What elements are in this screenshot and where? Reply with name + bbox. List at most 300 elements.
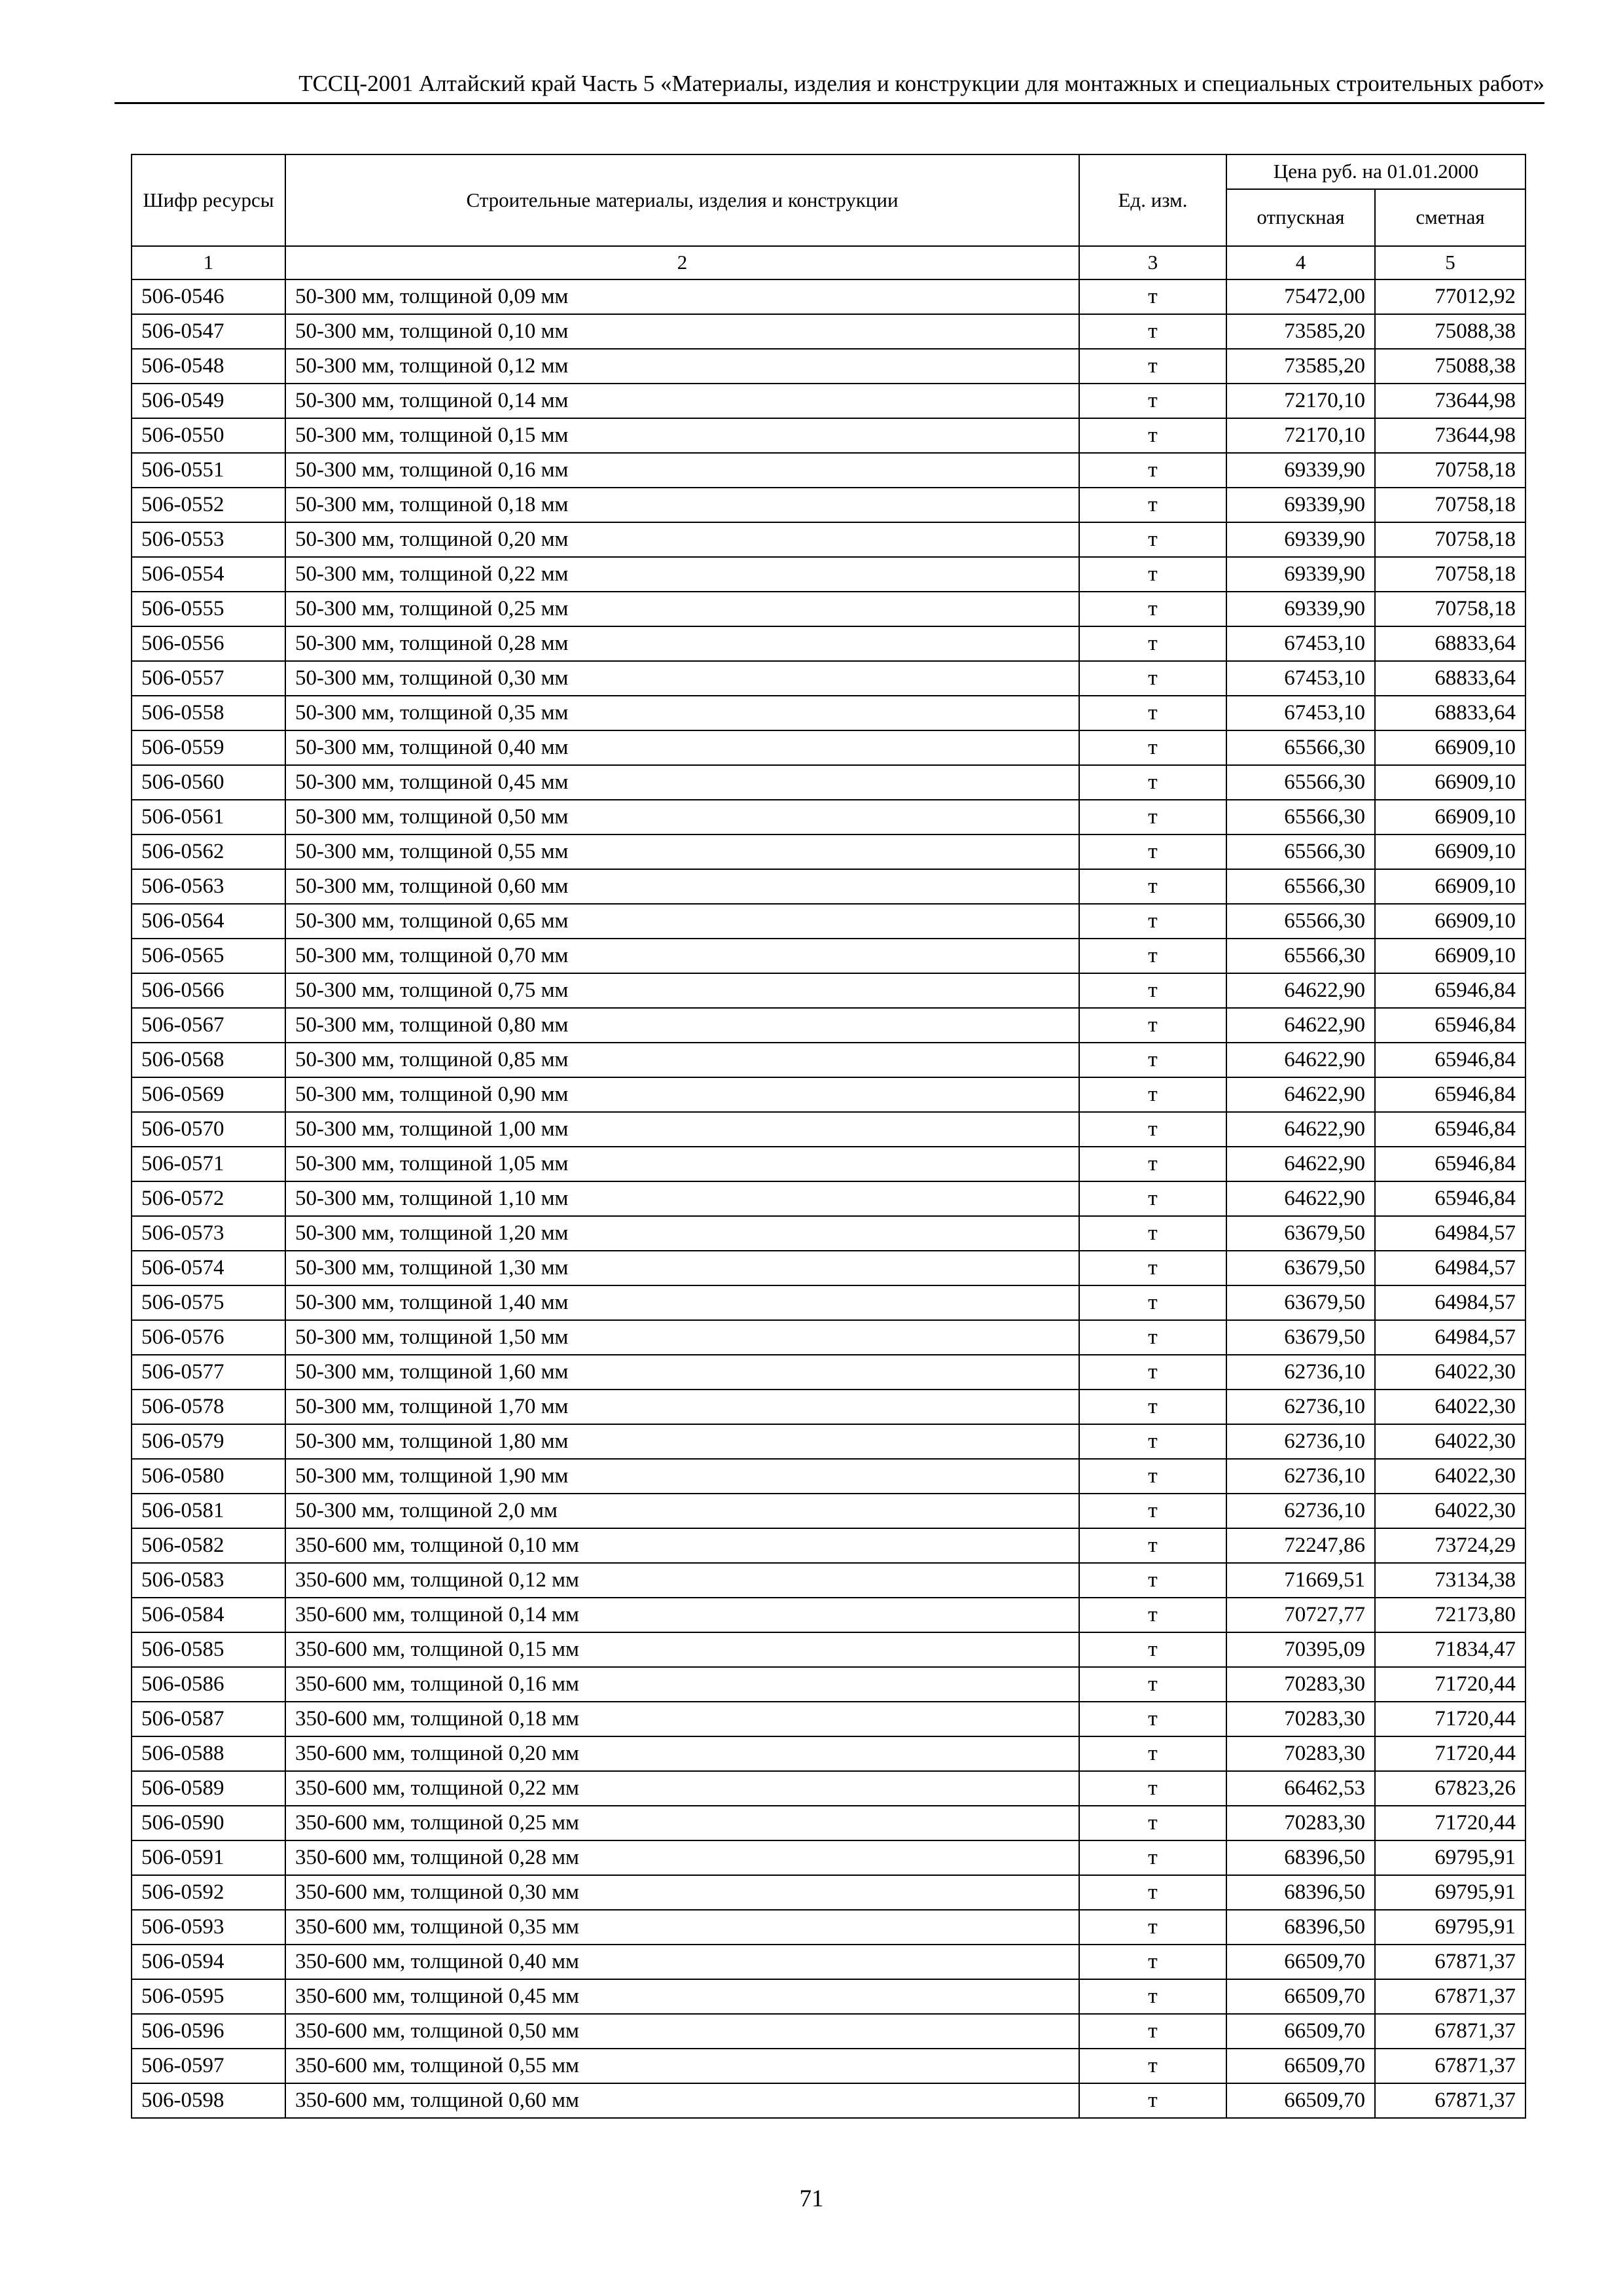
table-row [132, 384, 1525, 418]
cell-name: 50-300 мм, толщиной 0,75 мм [285, 973, 1079, 1008]
cell-name: 50-300 мм, толщиной 0,20 мм [285, 522, 1079, 557]
cell-name: 50-300 мм, толщиной 0,70 мм [285, 939, 1079, 973]
cell-estimate-price: 71720,44 [1375, 1702, 1525, 1736]
cell-name: 50-300 мм, толщиной 0,28 мм [285, 626, 1079, 661]
cell-release-price: 66509,70 [1226, 1945, 1375, 1979]
cell-release-price: 66509,70 [1226, 1979, 1375, 2014]
cell-code: 506-0573 [132, 1216, 285, 1251]
cell-estimate-price: 64984,57 [1375, 1251, 1525, 1285]
cell-estimate-price: 66909,10 [1375, 800, 1525, 834]
cell-release-price: 73585,20 [1226, 314, 1375, 349]
cell-release-price: 64622,90 [1226, 1077, 1375, 1112]
cell-name: 350-600 мм, толщиной 0,35 мм [285, 1910, 1079, 1945]
cell-estimate-price: 67871,37 [1375, 2014, 1525, 2049]
cell-estimate-price: 73724,29 [1375, 1528, 1525, 1563]
cell-estimate-price: 67823,26 [1375, 1771, 1525, 1806]
cell-unit: т [1079, 1667, 1226, 1702]
cell-code: 506-0557 [132, 661, 285, 696]
cell-name: 350-600 мм, толщиной 0,40 мм [285, 1945, 1079, 1979]
table-row [132, 1494, 1525, 1528]
header-unit: Ед. изм. [1079, 154, 1226, 246]
cell-name: 50-300 мм, толщиной 1,70 мм [285, 1390, 1079, 1424]
cell-name: 50-300 мм, толщиной 1,50 мм [285, 1320, 1079, 1355]
cell-code: 506-0561 [132, 800, 285, 834]
cell-unit: т [1079, 1702, 1226, 1736]
cell-name: 50-300 мм, толщиной 0,09 мм [285, 279, 1079, 314]
cell-release-price: 62736,10 [1226, 1424, 1375, 1459]
cell-release-price: 73585,20 [1226, 349, 1375, 384]
cell-unit: т [1079, 1771, 1226, 1806]
header-name: Строительные материалы, изделия и конструкции [285, 154, 1079, 246]
column-number: 4 [1226, 246, 1375, 279]
table-row [132, 1112, 1525, 1147]
cell-code: 506-0565 [132, 939, 285, 973]
cell-estimate-price: 66909,10 [1375, 939, 1525, 973]
cell-unit: т [1079, 418, 1226, 453]
cell-release-price: 63679,50 [1226, 1216, 1375, 1251]
cell-release-price: 67453,10 [1226, 661, 1375, 696]
cell-release-price: 70395,09 [1226, 1632, 1375, 1667]
cell-name: 50-300 мм, толщиной 0,50 мм [285, 800, 1079, 834]
table-body [132, 279, 1525, 2118]
cell-code: 506-0568 [132, 1043, 285, 1077]
cell-unit: т [1079, 904, 1226, 939]
cell-release-price: 64622,90 [1226, 1112, 1375, 1147]
cell-code: 506-0559 [132, 730, 285, 765]
cell-release-price: 65566,30 [1226, 939, 1375, 973]
cell-name: 50-300 мм, толщиной 0,12 мм [285, 349, 1079, 384]
cell-code: 506-0588 [132, 1736, 285, 1771]
column-number: 5 [1375, 246, 1525, 279]
cell-code: 506-0591 [132, 1840, 285, 1875]
cell-unit: т [1079, 592, 1226, 626]
table-row [132, 1840, 1525, 1875]
cell-code: 506-0582 [132, 1528, 285, 1563]
table-row [132, 696, 1525, 730]
cell-name: 50-300 мм, толщиной 0,22 мм [285, 557, 1079, 592]
table-row [132, 869, 1525, 904]
cell-release-price: 63679,50 [1226, 1251, 1375, 1285]
cell-unit: т [1079, 2014, 1226, 2049]
cell-unit: т [1079, 800, 1226, 834]
cell-name: 50-300 мм, толщиной 1,00 мм [285, 1112, 1079, 1147]
cell-estimate-price: 66909,10 [1375, 869, 1525, 904]
table-row [132, 661, 1525, 696]
cell-unit: т [1079, 453, 1226, 488]
table-row [132, 1147, 1525, 1181]
cell-code: 506-0570 [132, 1112, 285, 1147]
cell-release-price: 67453,10 [1226, 626, 1375, 661]
cell-code: 506-0550 [132, 418, 285, 453]
cell-estimate-price: 64984,57 [1375, 1216, 1525, 1251]
cell-release-price: 65566,30 [1226, 730, 1375, 765]
cell-estimate-price: 65946,84 [1375, 1181, 1525, 1216]
cell-estimate-price: 66909,10 [1375, 765, 1525, 800]
table-row [132, 1667, 1525, 1702]
cell-release-price: 65566,30 [1226, 834, 1375, 869]
cell-name: 350-600 мм, толщиной 0,22 мм [285, 1771, 1079, 1806]
cell-release-price: 64622,90 [1226, 1181, 1375, 1216]
table-row [132, 1875, 1525, 1910]
cell-release-price: 75472,00 [1226, 279, 1375, 314]
table-row [132, 2014, 1525, 2049]
cell-unit: т [1079, 1285, 1226, 1320]
cell-release-price: 67453,10 [1226, 696, 1375, 730]
cell-estimate-price: 69795,91 [1375, 1875, 1525, 1910]
cell-name: 50-300 мм, толщиной 0,25 мм [285, 592, 1079, 626]
table-row [132, 2049, 1525, 2083]
cell-name: 50-300 мм, толщиной 1,10 мм [285, 1181, 1079, 1216]
cell-code: 506-0547 [132, 314, 285, 349]
cell-release-price: 65566,30 [1226, 904, 1375, 939]
cell-release-price: 66509,70 [1226, 2014, 1375, 2049]
cell-estimate-price: 73134,38 [1375, 1563, 1525, 1598]
cell-estimate-price: 64984,57 [1375, 1320, 1525, 1355]
cell-name: 50-300 мм, толщиной 1,20 мм [285, 1216, 1079, 1251]
cell-unit: т [1079, 1320, 1226, 1355]
cell-name: 50-300 мм, толщиной 1,30 мм [285, 1251, 1079, 1285]
cell-code: 506-0556 [132, 626, 285, 661]
cell-unit: т [1079, 314, 1226, 349]
cell-unit: т [1079, 1181, 1226, 1216]
cell-unit: т [1079, 349, 1226, 384]
cell-name: 350-600 мм, толщиной 0,60 мм [285, 2083, 1079, 2118]
cell-estimate-price: 71834,47 [1375, 1632, 1525, 1667]
cell-code: 506-0580 [132, 1459, 285, 1494]
cell-estimate-price: 69795,91 [1375, 1840, 1525, 1875]
cell-release-price: 71669,51 [1226, 1563, 1375, 1598]
cell-unit: т [1079, 1355, 1226, 1390]
cell-release-price: 66509,70 [1226, 2049, 1375, 2083]
cell-name: 50-300 мм, толщиной 0,18 мм [285, 488, 1079, 522]
cell-name: 50-300 мм, толщиной 1,60 мм [285, 1355, 1079, 1390]
cell-release-price: 62736,10 [1226, 1390, 1375, 1424]
cell-unit: т [1079, 1077, 1226, 1112]
table-row [132, 626, 1525, 661]
cell-estimate-price: 69795,91 [1375, 1910, 1525, 1945]
cell-estimate-price: 73644,98 [1375, 384, 1525, 418]
table-row [132, 314, 1525, 349]
cell-release-price: 62736,10 [1226, 1494, 1375, 1528]
cell-estimate-price: 65946,84 [1375, 1008, 1525, 1043]
cell-code: 506-0581 [132, 1494, 285, 1528]
cell-release-price: 70727,77 [1226, 1598, 1375, 1632]
cell-unit: т [1079, 1806, 1226, 1840]
cell-name: 350-600 мм, толщиной 0,16 мм [285, 1667, 1079, 1702]
table-row [132, 1910, 1525, 1945]
cell-estimate-price: 70758,18 [1375, 453, 1525, 488]
cell-name: 50-300 мм, толщиной 0,35 мм [285, 696, 1079, 730]
cell-estimate-price: 65946,84 [1375, 973, 1525, 1008]
cell-unit: т [1079, 384, 1226, 418]
cell-name: 50-300 мм, толщиной 1,90 мм [285, 1459, 1079, 1494]
cell-code: 506-0553 [132, 522, 285, 557]
table-row [132, 904, 1525, 939]
cell-release-price: 64622,90 [1226, 1008, 1375, 1043]
cell-name: 350-600 мм, толщиной 0,28 мм [285, 1840, 1079, 1875]
cell-estimate-price: 72173,80 [1375, 1598, 1525, 1632]
cell-release-price: 68396,50 [1226, 1875, 1375, 1910]
table-row [132, 418, 1525, 453]
cell-release-price: 65566,30 [1226, 800, 1375, 834]
cell-unit: т [1079, 1424, 1226, 1459]
table-row [132, 1736, 1525, 1771]
cell-release-price: 69339,90 [1226, 488, 1375, 522]
header-price-group: Цена руб. на 01.01.2000 [1226, 154, 1525, 189]
cell-unit: т [1079, 1528, 1226, 1563]
cell-release-price: 68396,50 [1226, 1910, 1375, 1945]
cell-name: 350-600 мм, толщиной 0,20 мм [285, 1736, 1079, 1771]
cell-release-price: 70283,30 [1226, 1667, 1375, 1702]
table-row [132, 1251, 1525, 1285]
cell-unit: т [1079, 1945, 1226, 1979]
cell-unit: т [1079, 279, 1226, 314]
table-row [132, 1320, 1525, 1355]
cell-estimate-price: 64022,30 [1375, 1494, 1525, 1528]
cell-code: 506-0592 [132, 1875, 285, 1910]
table-row [132, 730, 1525, 765]
table-row [132, 939, 1525, 973]
cell-name: 350-600 мм, толщиной 0,25 мм [285, 1806, 1079, 1840]
cell-unit: т [1079, 834, 1226, 869]
table-row [132, 1043, 1525, 1077]
cell-unit: т [1079, 626, 1226, 661]
cell-estimate-price: 68833,64 [1375, 696, 1525, 730]
cell-name: 350-600 мм, толщиной 0,55 мм [285, 2049, 1079, 2083]
cell-estimate-price: 64984,57 [1375, 1285, 1525, 1320]
cell-estimate-price: 67871,37 [1375, 1945, 1525, 1979]
column-number: 3 [1079, 246, 1226, 279]
table-row [132, 349, 1525, 384]
cell-unit: т [1079, 730, 1226, 765]
cell-code: 506-0549 [132, 384, 285, 418]
cell-release-price: 72247,86 [1226, 1528, 1375, 1563]
cell-name: 350-600 мм, толщиной 0,30 мм [285, 1875, 1079, 1910]
cell-code: 506-0577 [132, 1355, 285, 1390]
header-code: Шифр ресурсы [132, 154, 285, 246]
cell-unit: т [1079, 2083, 1226, 2118]
cell-code: 506-0572 [132, 1181, 285, 1216]
cell-release-price: 72170,10 [1226, 418, 1375, 453]
cell-code: 506-0598 [132, 2083, 285, 2118]
cell-code: 506-0567 [132, 1008, 285, 1043]
cell-estimate-price: 70758,18 [1375, 592, 1525, 626]
cell-name: 50-300 мм, толщиной 0,14 мм [285, 384, 1079, 418]
cell-code: 506-0555 [132, 592, 285, 626]
table-row [132, 800, 1525, 834]
cell-code: 506-0596 [132, 2014, 285, 2049]
cell-code: 506-0597 [132, 2049, 285, 2083]
cell-code: 506-0563 [132, 869, 285, 904]
cell-release-price: 70283,30 [1226, 1736, 1375, 1771]
table-row [132, 1216, 1525, 1251]
cell-release-price: 65566,30 [1226, 869, 1375, 904]
table-row [132, 1945, 1525, 1979]
cell-name: 50-300 мм, толщиной 0,40 мм [285, 730, 1079, 765]
table-row [132, 1771, 1525, 1806]
cell-name: 350-600 мм, толщиной 0,12 мм [285, 1563, 1079, 1598]
cell-release-price: 64622,90 [1226, 1147, 1375, 1181]
cell-estimate-price: 77012,92 [1375, 279, 1525, 314]
cell-release-price: 68396,50 [1226, 1840, 1375, 1875]
cell-name: 50-300 мм, толщиной 0,45 мм [285, 765, 1079, 800]
table-row [132, 522, 1525, 557]
cell-code: 506-0571 [132, 1147, 285, 1181]
table-row [132, 1285, 1525, 1320]
header-estimate-price: сметная [1375, 189, 1525, 246]
cell-name: 50-300 мм, толщиной 0,90 мм [285, 1077, 1079, 1112]
cell-estimate-price: 68833,64 [1375, 661, 1525, 696]
table-row [132, 1598, 1525, 1632]
cell-release-price: 69339,90 [1226, 453, 1375, 488]
cell-code: 506-0589 [132, 1771, 285, 1806]
column-number: 1 [132, 246, 285, 279]
table-row [132, 1632, 1525, 1667]
cell-unit: т [1079, 1251, 1226, 1285]
cell-estimate-price: 71720,44 [1375, 1667, 1525, 1702]
column-number: 2 [285, 246, 1079, 279]
cell-code: 506-0576 [132, 1320, 285, 1355]
cell-unit: т [1079, 973, 1226, 1008]
cell-name: 50-300 мм, толщиной 1,40 мм [285, 1285, 1079, 1320]
cell-name: 50-300 мм, толщиной 0,16 мм [285, 453, 1079, 488]
cell-estimate-price: 64022,30 [1375, 1355, 1525, 1390]
cell-release-price: 63679,50 [1226, 1285, 1375, 1320]
page-number: 71 [799, 2185, 824, 2212]
cell-unit: т [1079, 1459, 1226, 1494]
cell-estimate-price: 67871,37 [1375, 2083, 1525, 2118]
table-row [132, 1459, 1525, 1494]
cell-estimate-price: 64022,30 [1375, 1459, 1525, 1494]
table-row [132, 973, 1525, 1008]
cell-release-price: 64622,90 [1226, 1043, 1375, 1077]
cell-estimate-price: 67871,37 [1375, 1979, 1525, 2014]
cell-code: 506-0546 [132, 279, 285, 314]
cell-code: 506-0554 [132, 557, 285, 592]
cell-code: 506-0569 [132, 1077, 285, 1112]
table-row [132, 1563, 1525, 1598]
table-row [132, 834, 1525, 869]
cell-name: 50-300 мм, толщиной 0,15 мм [285, 418, 1079, 453]
cell-code: 506-0566 [132, 973, 285, 1008]
table-row [132, 2083, 1525, 2118]
cell-code: 506-0585 [132, 1632, 285, 1667]
cell-release-price: 62736,10 [1226, 1355, 1375, 1390]
cell-unit: т [1079, 557, 1226, 592]
cell-release-price: 69339,90 [1226, 522, 1375, 557]
table-row [132, 1390, 1525, 1424]
cell-release-price: 62736,10 [1226, 1459, 1375, 1494]
cell-estimate-price: 71720,44 [1375, 1806, 1525, 1840]
cell-name: 50-300 мм, толщиной 0,80 мм [285, 1008, 1079, 1043]
cell-release-price: 66462,53 [1226, 1771, 1375, 1806]
cell-estimate-price: 75088,38 [1375, 349, 1525, 384]
cell-release-price: 70283,30 [1226, 1806, 1375, 1840]
cell-unit: т [1079, 1112, 1226, 1147]
cell-code: 506-0595 [132, 1979, 285, 2014]
cell-estimate-price: 67871,37 [1375, 2049, 1525, 2083]
cell-estimate-price: 66909,10 [1375, 834, 1525, 869]
cell-unit: т [1079, 1147, 1226, 1181]
cell-unit: т [1079, 488, 1226, 522]
cell-estimate-price: 65946,84 [1375, 1147, 1525, 1181]
cell-name: 50-300 мм, толщиной 0,10 мм [285, 314, 1079, 349]
table-row [132, 557, 1525, 592]
table-row [132, 765, 1525, 800]
cell-name: 350-600 мм, толщиной 0,14 мм [285, 1598, 1079, 1632]
cell-estimate-price: 66909,10 [1375, 904, 1525, 939]
cell-name: 50-300 мм, толщиной 0,85 мм [285, 1043, 1079, 1077]
cell-estimate-price: 65946,84 [1375, 1077, 1525, 1112]
cell-code: 506-0587 [132, 1702, 285, 1736]
cell-release-price: 72170,10 [1226, 384, 1375, 418]
cell-release-price: 63679,50 [1226, 1320, 1375, 1355]
cell-name: 350-600 мм, толщиной 0,45 мм [285, 1979, 1079, 2014]
cell-code: 506-0551 [132, 453, 285, 488]
cell-unit: т [1079, 1008, 1226, 1043]
price-table [131, 154, 1526, 2119]
table-row [132, 279, 1525, 314]
table-row [132, 1355, 1525, 1390]
cell-release-price: 70283,30 [1226, 1702, 1375, 1736]
cell-release-price: 66509,70 [1226, 2083, 1375, 2118]
cell-estimate-price: 64022,30 [1375, 1390, 1525, 1424]
cell-unit: т [1079, 1598, 1226, 1632]
cell-unit: т [1079, 1494, 1226, 1528]
cell-name: 50-300 мм, толщиной 0,60 мм [285, 869, 1079, 904]
cell-code: 506-0578 [132, 1390, 285, 1424]
cell-unit: т [1079, 1875, 1226, 1910]
cell-code: 506-0590 [132, 1806, 285, 1840]
cell-estimate-price: 73644,98 [1375, 418, 1525, 453]
cell-unit: т [1079, 696, 1226, 730]
cell-unit: т [1079, 1043, 1226, 1077]
cell-unit: т [1079, 1910, 1226, 1945]
table-row [132, 1979, 1525, 2014]
cell-name: 350-600 мм, толщиной 0,50 мм [285, 2014, 1079, 2049]
cell-release-price: 64622,90 [1226, 973, 1375, 1008]
cell-code: 506-0558 [132, 696, 285, 730]
cell-code: 506-0560 [132, 765, 285, 800]
cell-code: 506-0586 [132, 1667, 285, 1702]
cell-unit: т [1079, 2049, 1226, 2083]
cell-estimate-price: 64022,30 [1375, 1424, 1525, 1459]
cell-name: 50-300 мм, толщиной 1,80 мм [285, 1424, 1079, 1459]
cell-estimate-price: 65946,84 [1375, 1043, 1525, 1077]
cell-code: 506-0583 [132, 1563, 285, 1598]
table-row [132, 1077, 1525, 1112]
running-header: ТССЦ-2001 Алтайский край Часть 5 «Материалы, изделия и конструкции для монтажных и специальных строительных работ» [115, 71, 1544, 104]
cell-name: 50-300 мм, толщиной 2,0 мм [285, 1494, 1079, 1528]
table-row [132, 453, 1525, 488]
table-row [132, 1806, 1525, 1840]
cell-name: 350-600 мм, толщиной 0,10 мм [285, 1528, 1079, 1563]
cell-name: 50-300 мм, толщиной 0,65 мм [285, 904, 1079, 939]
cell-estimate-price: 70758,18 [1375, 557, 1525, 592]
table-row [132, 1528, 1525, 1563]
cell-unit: т [1079, 1632, 1226, 1667]
cell-code: 506-0584 [132, 1598, 285, 1632]
cell-estimate-price: 66909,10 [1375, 730, 1525, 765]
cell-unit: т [1079, 1979, 1226, 2014]
cell-code: 506-0575 [132, 1285, 285, 1320]
cell-unit: т [1079, 1563, 1226, 1598]
cell-release-price: 69339,90 [1226, 592, 1375, 626]
cell-unit: т [1079, 522, 1226, 557]
cell-code: 506-0552 [132, 488, 285, 522]
cell-unit: т [1079, 1840, 1226, 1875]
cell-unit: т [1079, 939, 1226, 973]
